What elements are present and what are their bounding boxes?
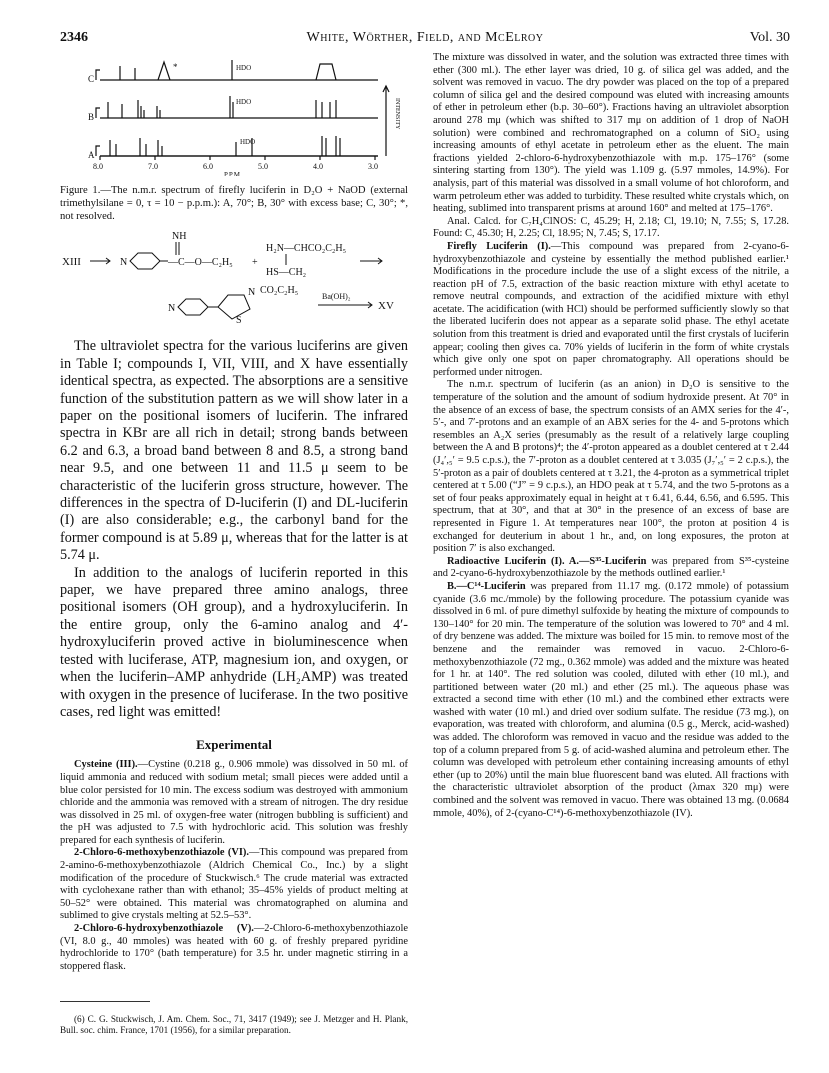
not-resolved-star: *: [173, 62, 178, 72]
trace-label-a: A: [88, 150, 95, 160]
compound-xv: XV: [378, 300, 394, 313]
hdo-label-c: HDO: [236, 64, 252, 72]
tick-5: 5.0: [258, 162, 268, 171]
figure-caption: Figure 1.—The n.m.r. spectrum of firefly luciferin in D₂O + NaOD (external trimethylsilane = 0, τ = 10 − p.p.m.): A, 70°; B, 30° with excess base; C, 30°; *, not resolved.: [60, 185, 408, 222]
page-number: 2346: [60, 30, 88, 45]
body-cysteine: —Cystine (0.218 g., 0.906 mmole) was dissolved in 50 ml. of liquid ammonia and reduced with sodium metal; small pieces were added until a blue color persisted for 10 min. The excess sodium was destroyed with ammonium chloride and the ammonia was removed with a stream of nitrogen. The dry residue was dissolved in 25 ml. of oxygen-free water (nitrogen bubbling is sufficient) and the pH was adjusted to 7.5 with hydrochloric acid. This solution was freshly prepared for each synthesis of luciferin.: [60, 759, 409, 846]
left-column: [60, 56, 408, 1036]
ester-chain: —C—O—C₂H₅: [168, 257, 233, 269]
para-firefly-luciferin: [433, 241, 789, 380]
intensity-label: INTENSITY: [394, 98, 400, 130]
axis-unit: P.P.M.: [224, 171, 242, 176]
tick-6: 6.0: [203, 162, 213, 171]
hdo-label-a: HDO: [240, 138, 256, 146]
footnote-rule: [60, 1001, 150, 1002]
right-para-analysis: Anal. Calcd. for C₇H₄ClNOS: C, 45.29; H, 2.18; Cl, 19.10; N, 7.55; S, 17.28. Found: C, 45.30; H, 2.25; Cl, 18.95; N, 7.45; S, 17.17.: [433, 215, 789, 240]
reagent-baoh: Ba(OH)₂: [322, 292, 351, 302]
trace-label-c: C: [88, 74, 95, 84]
tick-4: 4.0: [313, 162, 323, 171]
thiazoline-s: S: [236, 315, 242, 326]
heading-chloro-methoxy: 2-Chloro-6-methoxybenzothiazole (VI).: [74, 847, 249, 859]
thiazoline-n: N: [248, 287, 256, 299]
tick-8: 8.0: [93, 162, 103, 171]
cysteine-ester-bottom: HS—CH₂: [266, 267, 307, 279]
heading-radioactive: Radioactive Luciferin (I). A.—S³⁵-Luciferin: [447, 555, 647, 567]
body-firefly-luciferin: —This compound was prepared from 2-cyano-6-hydroxybenzothiazole and cysteine by essentially the method published earlier.¹ Modifications in the procedure include the use of a slight excess of the nitrile, a reaction pH of 7.5, extraction of the basic reaction mixture with ethyl acetate to remove neutral compounds, and extraction of the acidified mixture with ethyl acetate. The acidification (with HCl) should be performed sufficiently slowly so that the liberated luciferin does not appear as a separate solid phase. The ethyl acetate solution from this treatment is dried and evaporated until the first crystals of luciferin appear; cooling then gives ca. 70% yields of luciferin in the form of white crystals which give only one spot on paper chromatography. All operations should be performed under nitrogen.: [433, 240, 789, 378]
para-chloro-methoxy: [60, 847, 408, 923]
body-chloro-methoxy: —This compound was prepared from 2-amino-6-methoxybenzothiazole (Aldrich Chemical Co., Inc.) by a slight modification of the procedure of Stuckwisch.⁶ The crude material was extracted with cyclohexane rather than with ethanol; 35–45% yields of product melting at 50–52° were obtained. This material was chromatographed on alumina and sublimed to give crystals melting at 52.5–53°.: [60, 847, 408, 922]
nmr-figure: [60, 56, 408, 176]
reaction-scheme: [60, 229, 408, 325]
plus-sign: +: [252, 257, 258, 269]
tick-3: 3.0: [368, 162, 378, 171]
heading-cysteine: Cysteine (III).: [74, 759, 138, 771]
experimental-heading: Experimental: [196, 737, 272, 753]
nh-group: NH: [172, 231, 187, 243]
body-c14-luciferin: was prepared from 11.17 mg. (0.172 mmole) of potassium cyanide (3.6 mc./mmole) by the following procedure. The potassium cyanide was dissolved in 6 ml. of pure dimethyl sulfoxide by heating the mixture of compounds to 130–140° for 20 min. The temperature of the solution was lowered to 70° and 4 ml. of dry benzene was added. The mixture was boiled for 15 min. to remove most of the benzene and the remainder was removed in vacuo. 2-Chloro-6-methoxybenzothiazole (72 mg., 0.362 mmole) was added and the mixture was heated for 1 hr. at 140°. The red solution was cooled, diluted with ether (10 ml.), and partitioned between water (20 ml.) and ether (25 ml.). The aqueous phase was extracted a second time with ether (10 ml.) and the combined ether extracts were washed with water (10 ml.) and dried over sodium sulfate. The residue (73 mg.), on evaporation, was treated with chloroform, and alumina (0.5 g., Merck, acid-washed) was added. The chloroform was removed in vacuo and the residue was added to the top of a column prepared from 5 g. of acid-washed alumina and petroleum ether. The column was developed with petroleum ether containing increasing amounts of ethyl ether (up to 20%) until the main blue fluorescent band was eluted. All fractions with the characteristic ultraviolet absorption of the product (λmax 320 mμ) were combined and the solvent was removed in vacuo. There was obtained 13 mg. (0.0684 mmole, 40%), of 2-(cyano-C¹⁴)-6-methoxybenzothiazole (IV).: [433, 580, 789, 819]
para-nmr: The n.m.r. spectrum of luciferin (as an anion) in D₂O is sensitive to the temperature of the solution and the amount of sodium hydroxide present. At 70° in the absence of an excess of base, the spectrum consists of an AMX series for the 4′-, 5′-, and 7′-protons and an example of an ABX series for the 4- and 5-protons which resembles an A₂X series (presumably as the result of a relatively large coupling between the A and B protons)⁴; the 4′-proton appeared as a doublet centered at τ 2.44 (J₄′,₅′ = 9.5 c.p.s.), the 7′-proton as a doublet centered at τ 3.035 (J₇′,₅′ = 2 c.p.s.), the 5′-proton as a pair of doublets centered at τ 3.21, the 4-proton as a symmetrical triplet centered at τ 5.00 (“J” = 9 c.p.s.), an HDO peak at τ 5.74, and the two 5-protons as a set of four peaks approximately equal in height at τ 6.41, 6.44, 6.56, and 6.595. This spectrum, that at 30°, and that at 30° in the presence of an excess of base are represented in Figure 1. At temperatures near 100°, the proton at position 4 is exchanged for deuterium in about 1 hr., and, on long exposures, the proton at position 7′ is also exchanged.: [433, 379, 789, 555]
left-para-uv-spectra: The ultraviolet spectra for the various luciferins are given in Table I; compounds I, VII, VIII, and X have essentially identical spectra, as expected. The absorptions are a sensitive function of the substitution pattern as we will show later in a paper on the positional isomers of luciferin. The infrared spectra in KBr are all rich in detail; strong bands between 6.2 and 6.3, a broad band between 8 and 8.5, a strong band near 9.5, and one between 11 and 11.5 μ seem to be characteristic of the luciferin gross structure, however. The differences in the spectra of D-luciferin (I) and DL-luciferin (I) are also considerable; e.g., the carbonyl band for the former compound is at 5.89 μ, whereas that for the latter is at 5.74 μ.: [60, 338, 408, 564]
volume-label: Vol. 30: [749, 30, 790, 45]
right-column: [433, 52, 789, 820]
cysteine-ester-top: H₂N—CHCO₂C₂H₅: [266, 243, 347, 255]
running-title: White, Wörther, Field, and McElroy: [306, 30, 544, 45]
pyridine-n-2: N: [168, 303, 176, 315]
right-para-workup: The mixture was dissolved in water, and the solution was extracted three times with ether (300 ml.). The ether layer was dried, 10 g. of silica gel was added, and the solvent was removed in vacuo. The dry powder was placed on the top of a prepared column of silica gel and the desired compound was eluted with increasing amounts of ether in petroleum ether (b.p. 30–60°). Fractions having an ultraviolet absorption around 278 mμ (which was shifted to 317 mμ on addition of 1 drop of NaOH solution) were combined and rechromatographed on a column of SiO₂ using increasing amounts of ethyl acetate in petroleum ether as the eluent. The main fractions yielded 2-chloro-6-hydroxybenzothiazole with m.p. 175–176° (some sintering starting from 130°). The yield was 1.109 g. (5.97 mmoles, 14.9%). For analysis, part of this material was dissolved in a small volume of hot chloroform, and warm petroleum ether was added to turbidity. These resulted white crystals which, on heating, sublimed into transparent prisms at around 160° and melted at 175–176°.: [433, 52, 789, 215]
heading-firefly-luciferin: Firefly Luciferin (I).: [447, 240, 551, 252]
body-chloro-hydroxy: —2-Chloro-6-methoxybenzothiazole (VI, 8.0 g., 40 mmoles) was heated with 60 g. of freshly prepared pyridine hydrochloride to 170° (bath temperature) for 3.5 hr. under magnetic stirring in a stoppered flask.: [60, 923, 408, 972]
para-c14-luciferin: [433, 581, 789, 820]
pyridine-n-1: N: [120, 257, 128, 269]
hdo-label-b: HDO: [236, 98, 252, 106]
para-radioactive: [433, 556, 789, 581]
heading-chloro-hydroxy: 2-Chloro-6-hydroxybenzothiazole (V).: [74, 923, 254, 935]
body-radioactive: was prepared from S³⁵-cysteine and 2-cyano-6-hydroxybenzothiazole by the methods outlined earlier.¹: [433, 555, 789, 580]
product-ester: CO₂C₂H₅: [260, 285, 299, 297]
para-cysteine: [60, 759, 408, 847]
trace-label-b: B: [88, 112, 95, 122]
para-chloro-hydroxy: [60, 923, 408, 973]
compound-xiii: XIII: [62, 256, 81, 269]
footnote-6: (6) C. G. Stuckwisch, J. Am. Chem. Soc., 71, 3417 (1949); see J. Metzger and H. Plank, Bull. soc. chim. France, 1701 (1956), for a similar preparation.: [60, 1014, 408, 1036]
tick-7: 7.0: [148, 162, 158, 171]
page-header: [60, 30, 790, 50]
heading-c14-luciferin: B.—C¹⁴-Luciferin: [447, 580, 526, 592]
left-para-analogs: In addition to the analogs of luciferin reported in this paper, we have prepared three amino analogs, three positional isomers (OH group), and a hydroxyluciferin. In the entire group, only the 6-amino analog and 4′-hydroxyluciferin proved active in bioluminescence when tested with luciferase, ATP, magnesium ion, and oxygen, or when the luciferin–AMP anhydride (LH₂AMP) was treated with oxygen in the presence of luciferase. In the two positive cases, red light was emitted!: [60, 564, 408, 720]
